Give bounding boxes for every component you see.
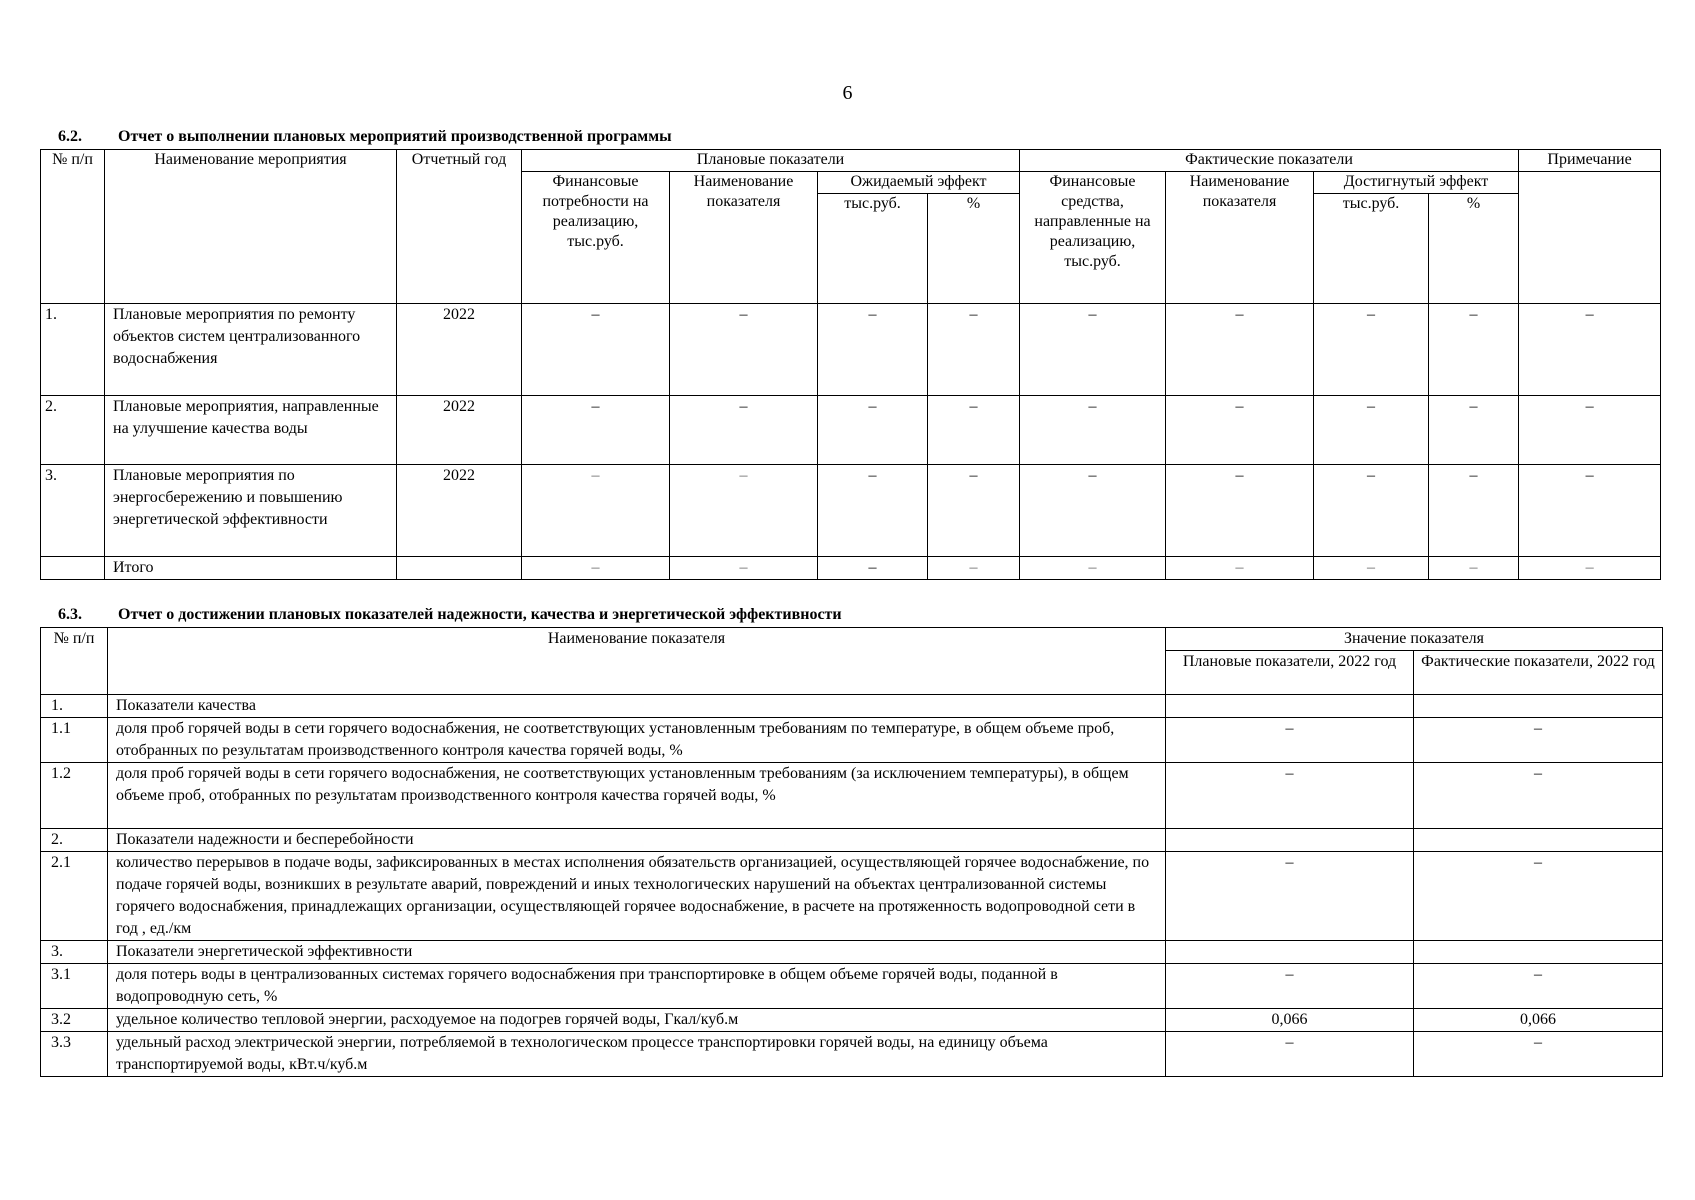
col-header-plan-pct: % [928, 194, 1020, 304]
row-cell: – [1314, 465, 1429, 557]
row-fact [1414, 941, 1663, 964]
row-cell: – [1020, 396, 1166, 465]
col-header-plan-fin: Финансовые потребности на реализацию, тыс.руб. [522, 172, 670, 304]
total-cell: – [670, 557, 818, 580]
row-name: количество перерывов в подаче воды, зафиксированных в местах исполнения обязательств организацией, осуществляющей горячее водоснабжение, по подаче горячей воды, возникших в результате аварий, повреждений и иных технологических нарушений на объектах централизованной системы горячего водоснабжения, принадлежащих организации, осуществляющей горячее водоснабжение, в расчете на протяженность водопроводной сети в год , ед./км [108, 852, 1166, 941]
col-header-plan-rub: тыс.руб. [818, 194, 928, 304]
col-header-fact-effect: Достигнутый эффект [1314, 172, 1519, 194]
table-row [41, 763, 1663, 829]
total-no-empty [41, 557, 105, 580]
row-no: 2.1 [41, 852, 108, 941]
row-name: доля проб горячей воды в сети горячего водоснабжения, не соответствующих установленным требованиям (за исключением температуры), в общем объеме проб, отобранных по результатам производственного контроля качества горячей воды, % [108, 763, 1166, 829]
total-cell: – [1519, 557, 1661, 580]
row-no: 3. [41, 941, 108, 964]
row-plan [1166, 941, 1414, 964]
col-header-plan-ind: Наименование показателя [670, 172, 818, 304]
row-name: Плановые мероприятия, направленные на улучшение качества воды [105, 396, 397, 465]
row-name: Плановые мероприятия по ремонту объектов систем централизованного водоснабжения [105, 304, 397, 396]
total-row [41, 557, 1661, 580]
row-cell: – [818, 304, 928, 396]
col-header-fact-ind: Наименование показателя [1166, 172, 1314, 304]
row-cell: – [1519, 304, 1661, 396]
row-year: 2022 [397, 396, 522, 465]
row-cell: – [1429, 396, 1519, 465]
row-cell: – [1314, 396, 1429, 465]
table-header-row [41, 150, 1661, 172]
table-row [41, 465, 1661, 557]
row-fact [1414, 695, 1663, 718]
row-name: доля проб горячей воды в сети горячего водоснабжения, не соответствующих установленным требованиям по температуре, в общем объеме проб, отобранных по результатам производственного контроля качества горячей воды, % [108, 718, 1166, 763]
section-6-2-title [58, 128, 672, 146]
section-number: 6.3. [58, 606, 82, 623]
col-header-name: Наименование мероприятия [105, 150, 397, 304]
row-cell: – [818, 465, 928, 557]
row-cell: – [522, 465, 670, 557]
row-cell: – [1166, 396, 1314, 465]
row-no: 2. [41, 829, 108, 852]
indicators-table [40, 627, 1663, 1077]
row-no: 3.3 [41, 1032, 108, 1077]
table-row [41, 852, 1663, 941]
row-cell: – [1020, 304, 1166, 396]
row-cell: – [670, 396, 818, 465]
row-year: 2022 [397, 465, 522, 557]
row-no: 1. [41, 304, 105, 396]
total-label: Итого [105, 557, 397, 580]
table-row [41, 695, 1663, 718]
table-row [41, 1032, 1663, 1077]
row-fact: 0,066 [1414, 1009, 1663, 1032]
total-cell: – [818, 557, 928, 580]
section-title-text: Отчет о выполнении плановых мероприятий производственной программы [118, 128, 672, 145]
row-name: Показатели энергетической эффективности [108, 941, 1166, 964]
row-cell: – [1429, 465, 1519, 557]
table-row [41, 1009, 1663, 1032]
row-no: 3.1 [41, 964, 108, 1009]
row-cell: – [670, 304, 818, 396]
row-no: 1.2 [41, 763, 108, 829]
row-no: 3.2 [41, 1009, 108, 1032]
row-cell: – [1020, 465, 1166, 557]
row-plan: – [1166, 718, 1414, 763]
col-header-fact-fin: Финансовые средства, направленные на реализацию, тыс.руб. [1020, 172, 1166, 304]
row-no: 1. [41, 695, 108, 718]
row-cell: – [928, 396, 1020, 465]
planned-activities-table [40, 149, 1661, 580]
row-plan: – [1166, 964, 1414, 1009]
row-cell: – [522, 304, 670, 396]
row-cell: – [670, 465, 818, 557]
col-header-name: Наименование показателя [108, 628, 1166, 695]
row-name: Показатели качества [108, 695, 1166, 718]
table-row [41, 964, 1663, 1009]
row-plan [1166, 829, 1414, 852]
col-header-no: № п/п [41, 628, 108, 695]
row-name: удельное количество тепловой энергии, расходуемое на подогрев горячей воды, Гкал/куб.м [108, 1009, 1166, 1032]
col-header-value-group: Значение показателя [1166, 628, 1663, 651]
row-name: Показатели надежности и бесперебойности [108, 829, 1166, 852]
col-header-plan-group: Плановые показатели [522, 150, 1020, 172]
section-title-text: Отчет о достижении плановых показателей надежности, качества и энергетической эффективности [118, 606, 842, 623]
total-cell: – [1166, 557, 1314, 580]
col-header-fact-pct: % [1429, 194, 1519, 304]
table-header-row [41, 628, 1663, 651]
row-fact: – [1414, 763, 1663, 829]
col-header-year: Отчетный год [397, 150, 522, 304]
row-fact [1414, 829, 1663, 852]
row-cell: – [1519, 465, 1661, 557]
row-cell: – [818, 396, 928, 465]
row-name: Плановые мероприятия по энергосбережению и повышению энергетической эффективности [105, 465, 397, 557]
row-fact: – [1414, 964, 1663, 1009]
row-plan: 0,066 [1166, 1009, 1414, 1032]
col-header-plan-effect: Ожидаемый эффект [818, 172, 1020, 194]
table-row [41, 941, 1663, 964]
row-plan: – [1166, 1032, 1414, 1077]
row-name: удельный расход электрической энергии, потребляемой в технологическом процессе транспортировки горячей воды, на единицу объема транспортируемой воды, кВт.ч/куб.м [108, 1032, 1166, 1077]
col-header-planned: Плановые показатели, 2022 год [1166, 651, 1414, 695]
col-header-no: № п/п [41, 150, 105, 304]
row-fact: – [1414, 1032, 1663, 1077]
row-cell: – [928, 304, 1020, 396]
row-name: доля потерь воды в централизованных системах горячего водоснабжения при транспортировке в общем объеме горячей воды, поданной в водопроводную сеть, % [108, 964, 1166, 1009]
table-row [41, 396, 1661, 465]
col-header-note-empty [1519, 172, 1661, 304]
col-header-fact-rub: тыс.руб. [1314, 194, 1429, 304]
row-plan: – [1166, 763, 1414, 829]
page-number: 6 [842, 82, 853, 104]
section-6-3-title [58, 606, 842, 624]
total-cell: – [928, 557, 1020, 580]
row-cell: – [522, 396, 670, 465]
total-cell: – [522, 557, 670, 580]
total-cell: – [1020, 557, 1166, 580]
row-no: 2. [41, 396, 105, 465]
table-row [41, 304, 1661, 396]
section-number: 6.2. [58, 128, 82, 145]
row-cell: – [1166, 304, 1314, 396]
row-cell: – [928, 465, 1020, 557]
total-cell: – [1314, 557, 1429, 580]
col-header-actual: Фактические показатели, 2022 год [1414, 651, 1663, 695]
total-cell: – [1429, 557, 1519, 580]
row-no: 1.1 [41, 718, 108, 763]
col-header-note: Примечание [1519, 150, 1661, 172]
row-no: 3. [41, 465, 105, 557]
row-plan [1166, 695, 1414, 718]
col-header-fact-group: Фактические показатели [1020, 150, 1519, 172]
total-year-empty [397, 557, 522, 580]
row-fact: – [1414, 718, 1663, 763]
row-cell: – [1314, 304, 1429, 396]
row-cell: – [1429, 304, 1519, 396]
row-plan: – [1166, 852, 1414, 941]
row-cell: – [1166, 465, 1314, 557]
row-year: 2022 [397, 304, 522, 396]
row-fact: – [1414, 852, 1663, 941]
table-row [41, 829, 1663, 852]
row-cell: – [1519, 396, 1661, 465]
table-row [41, 718, 1663, 763]
